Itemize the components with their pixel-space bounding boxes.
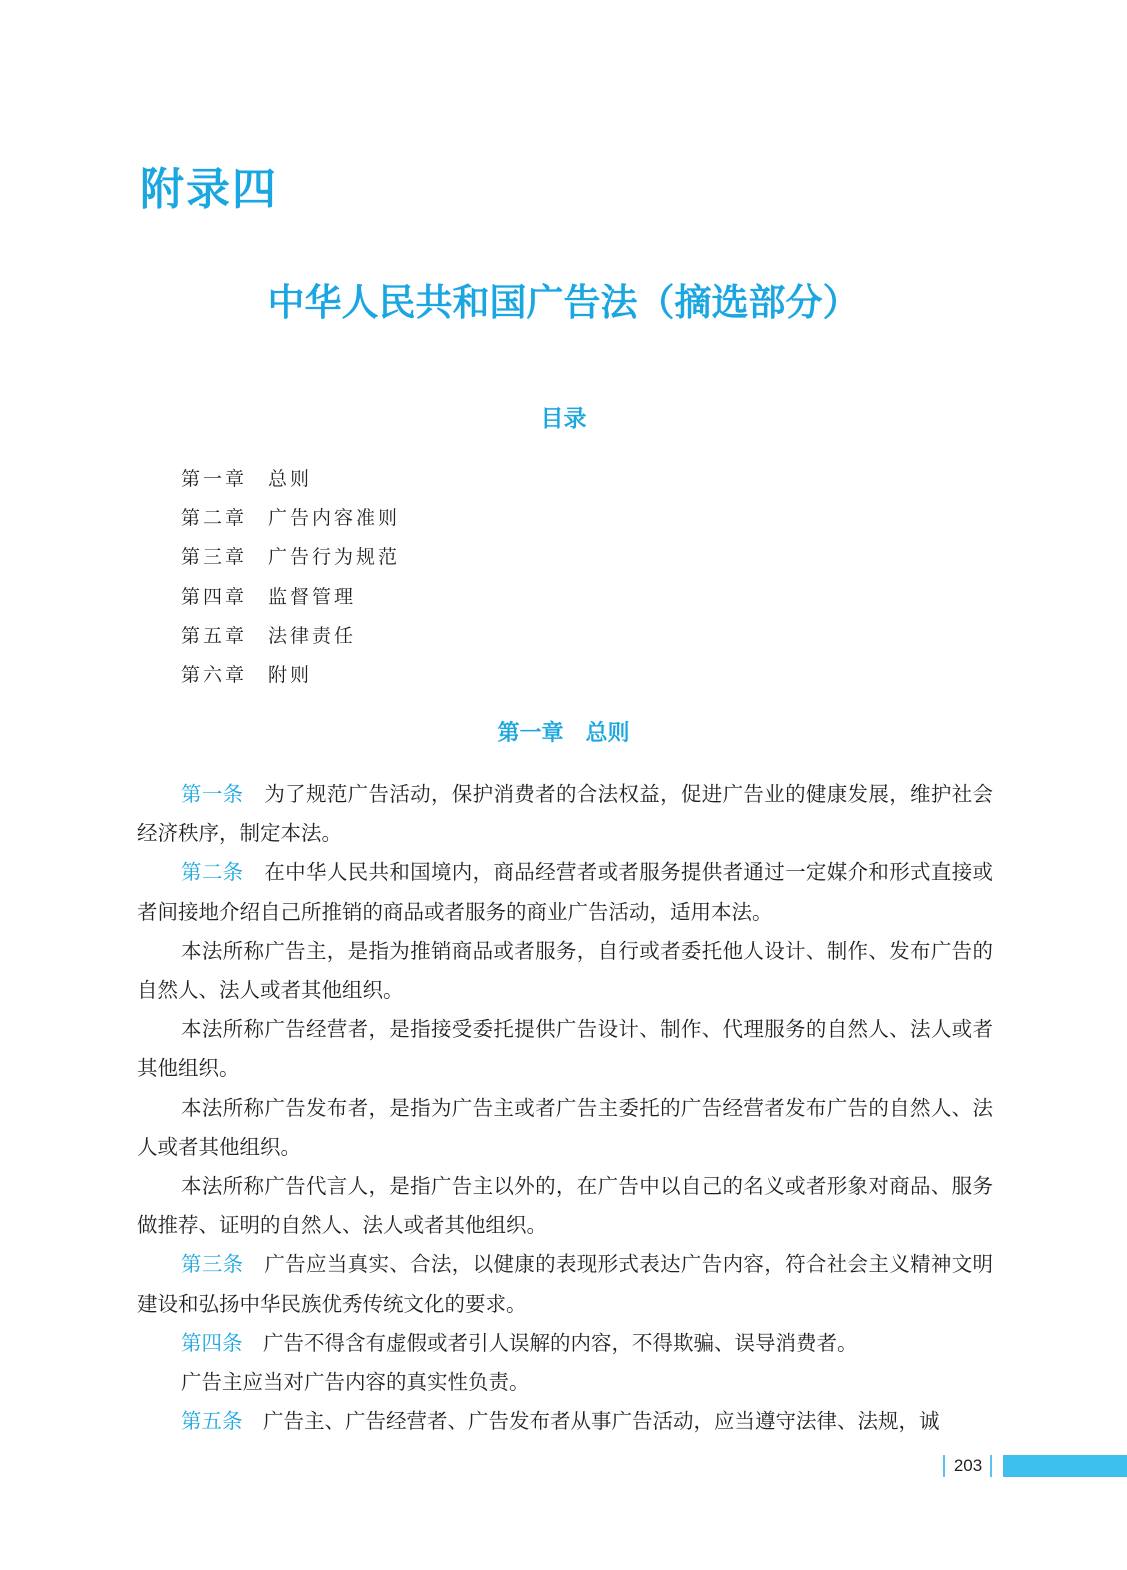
article-text: 本法所称广告主，是指为推销商品或者服务，自行或者委托他人设计、制作、发布广告的自然人、法人或者其他组织。	[137, 938, 993, 1003]
article-text: 本法所称广告发布者，是指为广告主或者广告主委托的广告经营者发布广告的自然人、法人或者其他组织。	[137, 1095, 993, 1159]
article-text: 在中华人民共和国境内，商品经营者或者服务提供者通过一定媒介和形式直接或者间接地介绍自己所推销的商品或者服务的商业广告活动，适用本法。	[137, 860, 994, 924]
toc-chapter-title: 总则	[268, 468, 313, 490]
article-paragraph	[137, 1363, 993, 1402]
toc-chapter-number: 第二章	[181, 507, 248, 530]
toc-item	[181, 500, 400, 539]
article-paragraph	[137, 1402, 993, 1441]
article-text: 广告应当真实、合法，以健康的表现形式表达广告内容，符合社会主义精神文明建设和弘扬中华民族优秀传统文化的要求。	[137, 1252, 994, 1316]
appendix-title: 附录四	[140, 164, 278, 215]
toc-item	[181, 461, 400, 500]
toc-chapter-title: 附则	[268, 663, 313, 686]
law-body-text	[137, 775, 993, 1441]
article-paragraph	[137, 853, 993, 931]
footer-divider-left	[943, 1455, 945, 1477]
article-label: 第一条	[181, 782, 244, 806]
article-text: 广告不得含有虚假或者引人误解的内容，不得欺骗、误导消费者。	[263, 1330, 858, 1355]
article-label: 第四条	[181, 1330, 243, 1355]
article-label: 第五条	[181, 1409, 243, 1434]
article-text: 本法所称广告经营者，是指接受委托提供广告设计、制作、代理服务的自然人、法人或者其他组织。	[137, 1017, 993, 1081]
footer-accent-bar	[1003, 1455, 1127, 1477]
article-paragraph	[137, 1324, 993, 1363]
document-title: 中华人民共和国广告法（摘选部分）	[267, 280, 860, 324]
toc-item	[181, 657, 400, 696]
toc-item	[181, 539, 400, 578]
toc-chapter-number: 第六章	[181, 663, 248, 686]
article-text: 为了规范广告活动，保护消费者的合法权益，促进广告业的健康发展，维护社会经济秩序，制定本法。	[137, 782, 994, 846]
article-label: 第三条	[181, 1252, 244, 1277]
article-paragraph	[137, 932, 993, 1010]
article-paragraph	[137, 1010, 993, 1088]
article-text: 广告主、广告经营者、广告发布者从事广告活动，应当遵守法律、法规，诚	[263, 1409, 940, 1434]
article-paragraph	[137, 1245, 993, 1323]
toc-chapter-number: 第一章	[181, 468, 248, 490]
toc-chapter-number: 第三章	[181, 546, 248, 569]
article-text: 广告主应当对广告内容的真实性负责。	[181, 1370, 530, 1395]
page-number: 203	[953, 1456, 983, 1475]
article-label: 第二条	[181, 860, 244, 885]
toc-chapter-title: 法律责任	[268, 624, 357, 647]
toc-chapter-title: 监督管理	[268, 585, 357, 608]
chapter-heading: 第一章 总则	[497, 721, 630, 746]
article-paragraph	[137, 1167, 993, 1245]
article-text: 本法所称广告代言人，是指广告主以外的，在广告中以自己的名义或者形象对商品、服务做推荐、证明的自然人、法人或者其他组织。	[137, 1174, 993, 1238]
toc-chapter-title: 广告行为规范	[268, 546, 401, 569]
toc-chapter-number: 第五章	[181, 624, 248, 647]
article-paragraph	[137, 1089, 993, 1167]
toc-item	[181, 618, 400, 657]
toc-chapter-title: 广告内容准则	[268, 507, 401, 530]
article-paragraph	[137, 775, 993, 853]
toc-chapter-number: 第四章	[181, 585, 248, 608]
table-of-contents	[181, 461, 400, 696]
footer-divider-right	[990, 1455, 992, 1477]
toc-item	[181, 579, 400, 618]
toc-heading: 目录	[540, 406, 587, 432]
